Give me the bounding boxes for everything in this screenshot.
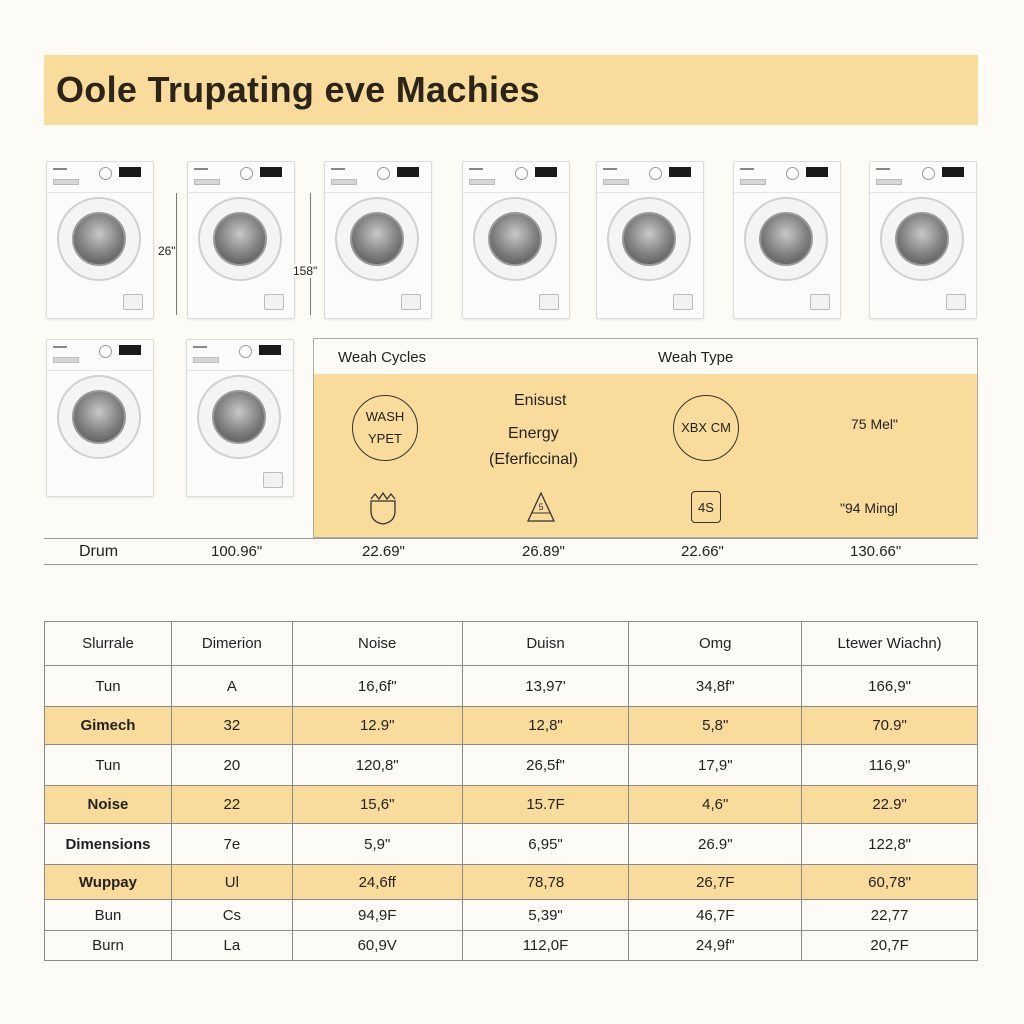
table-cell: 34,8f" [629,666,802,707]
column-header: Omg [629,622,802,666]
washer-image [596,161,704,319]
title-banner [44,55,978,125]
drum-value: 130.66" [850,543,902,560]
svg-text:5: 5 [538,502,544,512]
table-cell: 20,7F [802,931,978,961]
badge-text: XBX CM [681,420,731,435]
table-cell: 26.9" [629,824,802,865]
table-cell: 20 [171,745,292,786]
table-cell: 16,6f" [292,666,462,707]
table-cell: Gimech [45,707,172,745]
table-row [45,931,978,961]
table-cell: 4,6" [629,786,802,824]
wash-type-badge [352,395,418,461]
table-cell: 22,77 [802,900,978,931]
table-cell: 5,9" [292,824,462,865]
table-cell: 60,9V [292,931,462,961]
energy-label-1: Enisust [514,392,567,409]
badge-4s-icon [691,491,721,523]
washer-image [46,339,154,497]
badge-line: WASH [365,409,405,424]
table-cell: 122,8" [802,824,978,865]
pyramid-icon [526,491,556,523]
table-cell: 70.9" [802,707,978,745]
table-row [45,745,978,786]
table-cell: La [171,931,292,961]
table-cell: Ul [171,865,292,900]
dimension-label-height: 158" [293,264,318,278]
table-cell: 12,8" [462,707,629,745]
table-cell: 7e [171,824,292,865]
spec-panel [313,338,978,538]
table-cell: 12.9" [292,707,462,745]
table-cell: Dimensions [45,824,172,865]
table-header-row [45,622,978,666]
column-header: Noise [292,622,462,666]
capacity-badge [673,395,739,461]
table-cell: 26,5f" [462,745,629,786]
table-cell: 24,9f" [629,931,802,961]
table-cell: 26,7F [629,865,802,900]
energy-label-2: Energy [508,425,559,442]
table-cell: 112,0F [462,931,629,961]
header-wash-type: Weah Type [658,349,734,366]
table-cell: A [171,666,292,707]
dimension-line [310,193,311,315]
table-row [45,824,978,865]
table-cell: 116,9" [802,745,978,786]
washer-image [324,161,432,319]
washer-image [187,161,295,319]
spec-row-icons [314,477,977,537]
table-cell: 15,6" [292,786,462,824]
table-cell: Noise [45,786,172,824]
table-cell: Tun [45,745,172,786]
table-cell: Wuppay [45,865,172,900]
table-cell: 17,9" [629,745,802,786]
table-cell: 60,78" [802,865,978,900]
table-cell: 5,39" [462,900,629,931]
comparison-table [44,621,978,961]
washer-image [186,339,294,497]
dimension-line [176,193,177,315]
washer-image [46,161,154,319]
table-cell: 6,95" [462,824,629,865]
table-cell: 120,8" [292,745,462,786]
table-cell: Burn [45,931,172,961]
table-row [45,900,978,931]
table-cell: 78,78 [462,865,629,900]
spec-value-2: "94 Mingl [840,500,898,516]
washer-image [869,161,977,319]
table-cell: 22 [171,786,292,824]
table-cell: 22.9" [802,786,978,824]
table-cell: Bun [45,900,172,931]
dimension-label-width: 26" [158,244,176,258]
badge-line: YPET [368,431,402,446]
badge-4s-label: 4S [698,499,714,515]
table-cell: Tun [45,666,172,707]
energy-label-3: (Eferficcinal) [489,451,578,468]
shield-crown-icon [368,491,398,525]
column-header: Dimerion [171,622,292,666]
column-header: Slurrale [45,622,172,666]
column-header: Ltewer Wiachn) [802,622,978,666]
table-row [45,707,978,745]
spec-row-features [314,374,977,478]
page-title: Oole Trupating eve Machies [56,69,540,110]
table-cell: 15.7F [462,786,629,824]
drum-row [44,538,978,565]
drum-value: 100.96" [211,543,263,560]
table-cell: 46,7F [629,900,802,931]
spec-header [314,339,977,375]
drum-value: 22.69" [362,543,405,560]
spec-value-1: 75 Mel" [851,416,898,432]
drum-label: Drum [79,543,119,560]
column-header: Duisn [462,622,629,666]
table-cell: 94,9F [292,900,462,931]
table-cell: Cs [171,900,292,931]
washer-image [462,161,570,319]
washer-image [733,161,841,319]
table-row [45,666,978,707]
table-row [45,865,978,900]
table-cell: 166,9" [802,666,978,707]
drum-value: 22.66" [681,543,724,560]
table-cell: 32 [171,707,292,745]
drum-value: 26.89" [522,543,565,560]
table-cell: 13,97' [462,666,629,707]
header-wash-cycles: Weah Cycles [338,349,427,366]
table-cell: 24,6ff [292,865,462,900]
table-row [45,786,978,824]
table-cell: 5,8" [629,707,802,745]
